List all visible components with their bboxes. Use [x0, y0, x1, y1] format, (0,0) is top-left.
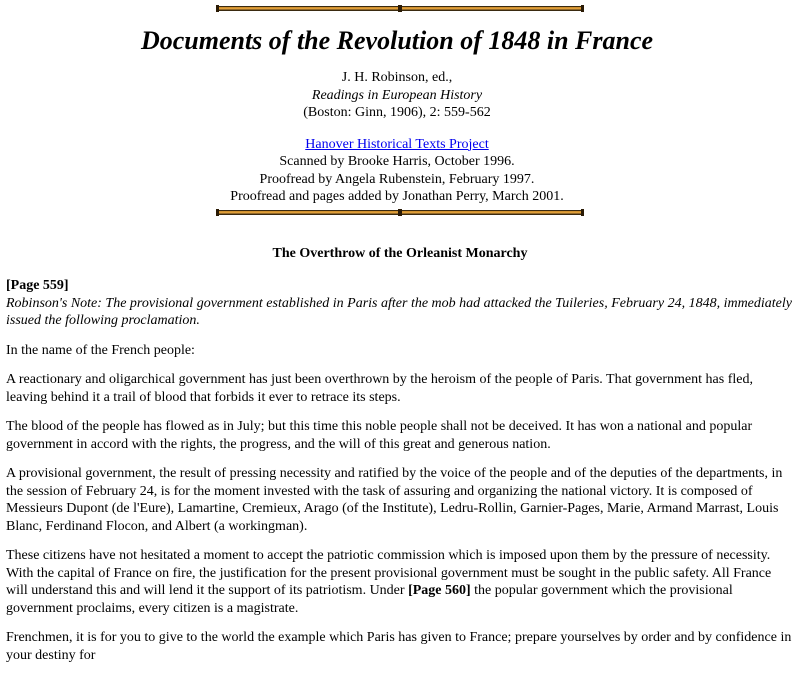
top-decorative-rule — [217, 6, 583, 11]
citation-block — [0, 69, 794, 206]
editor-note: Robinson's Note: The provisional government established in Paris after the mob had attacked the Tuileries, February 24, 1848, immediately issued the following proclamation. — [6, 295, 792, 328]
paragraph-3: The blood of the people has flowed as in July; but this time this noble people shall not be deceived. It has won a national and popular government in accord with the rights, the progress, and the will of this great and generous nation. — [6, 419, 753, 452]
hanover-project-link[interactable]: Hanover Historical Texts Project — [305, 136, 489, 152]
bottom-decorative-rule — [217, 210, 583, 215]
publication-line: (Boston: Ginn, 1906), 2: 559-562 — [303, 105, 491, 120]
section-heading: The Overthrow of the Orleanist Monarchy — [272, 246, 528, 261]
paragraph-6: Frenchmen, it is for you to give to the world the example which Paris has given to France; prepare yourselves by order and by confidence in your destiny for — [6, 630, 792, 663]
page-marker-559: [Page 559] — [6, 278, 69, 293]
document-body — [6, 277, 794, 676]
paragraph-2: A reactionary and oligarchical government has just been overthrown by the heroism of the people of Paris. That government has fled, leaving behind it a trail of blood that forbids it ever to retrace its steps. — [6, 372, 753, 405]
book-title: Readings in European History — [311, 87, 483, 103]
page-title: Documents of the Revolution of 1848 in France — [140, 26, 654, 55]
paragraph-1: In the name of the French people: — [6, 342, 195, 358]
scanned-credit: Scanned by Brooke Harris, October 1996. — [279, 154, 515, 169]
paragraph-5: These citizens have not hesitated a moment to accept the patriotic commission which is imposed upon them by the pressure of necessity. With the capital of France on fire, the justification for the present provisional government must be sought in the public safety. All France will understand this and will lend it the support of its patriotism. Under [Page 560] the popular government which the provisional government proclaims, every citizen is a magistrate. — [6, 548, 772, 616]
paragraph-4: A provisional government, the result of pressing necessity and ratified by the voice of the people and of the deputies of the departments, in the session of February 24, is for the moment invested with the task of assuring and organizing the national victory. It is composed of Messieurs Dupont (de l'Eure), Lamartine, Cremieux, Arago (of the Institute), Ledru-Rollin, Garnier-Pages, Marie, Armand Marrast, Louis Blanc, Ferdinand Flocon, and Albert (a workingman). — [6, 466, 783, 534]
proofread-credit-1: Proofread by Angela Rubenstein, February 1997. — [259, 171, 535, 187]
proofread-credit-2: Proofread and pages added by Jonathan Perry, March 2001. — [230, 189, 564, 204]
editor-line: J. H. Robinson, ed., — [341, 70, 453, 85]
page-marker-560: [Page 560] — [408, 583, 471, 598]
